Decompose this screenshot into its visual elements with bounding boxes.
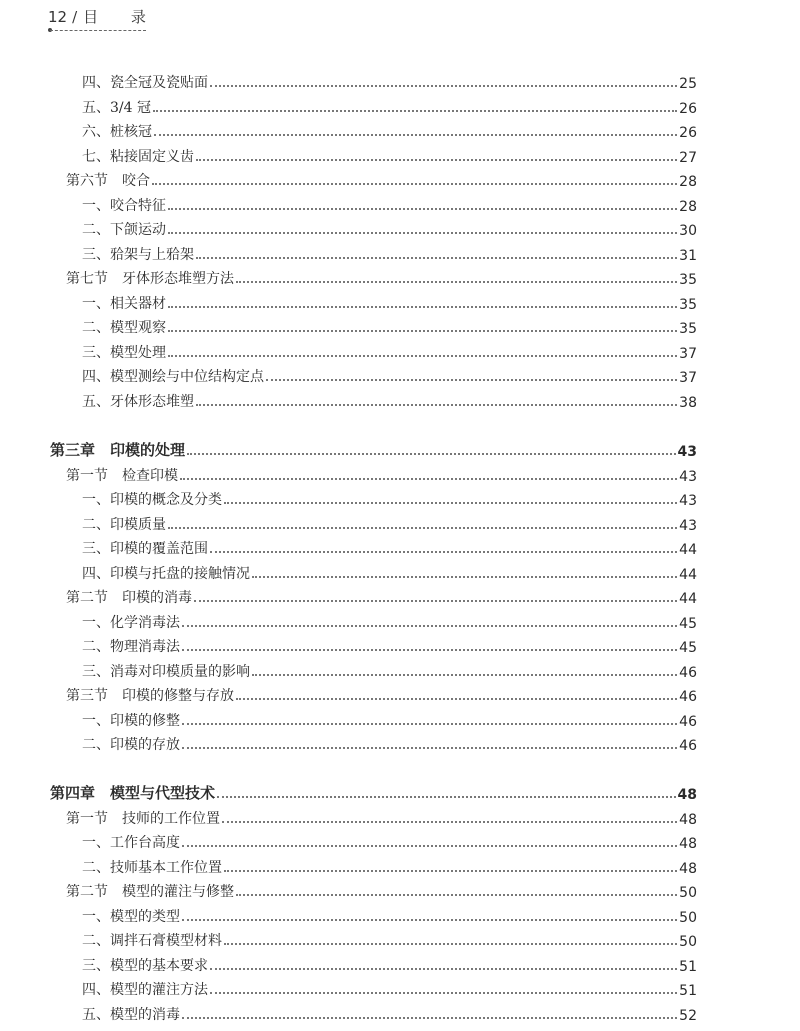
toc-entry-page: 50: [679, 885, 697, 901]
dot-leader: [168, 232, 677, 234]
dot-leader: [168, 330, 677, 332]
toc-entry-page: 27: [679, 150, 697, 166]
dot-leader: [224, 502, 677, 504]
toc-entry-item: [82, 191, 697, 215]
dot-leader: [182, 747, 677, 749]
toc-entry-title: 三、模型处理: [82, 345, 166, 361]
toc-entry-title: 第三章 印模的处理: [50, 441, 186, 459]
toc-entry-page: 50: [679, 910, 697, 926]
toc-entry-item: [82, 68, 697, 92]
dot-leader: [210, 85, 677, 87]
toc-entry-page: 51: [679, 959, 697, 975]
toc-entry-title: 第六节 咬合: [66, 173, 150, 189]
toc-entry-section: [66, 877, 697, 901]
toc-entry-title: 第四章 模型与代型技术: [50, 784, 216, 802]
toc-entry-section: [66, 461, 697, 485]
toc-entry-item: [82, 706, 697, 730]
dot-leader: [182, 723, 677, 725]
toc-entry-page: 44: [679, 567, 697, 583]
toc-entry-item: [82, 1000, 697, 1024]
toc-entry-item: [82, 313, 697, 337]
toc-entry-item: [82, 657, 697, 681]
toc-entry-item: [82, 730, 697, 754]
toc-entry-page: 43: [677, 444, 697, 460]
toc-entry-title: 一、相关器材: [82, 296, 166, 312]
toc-entry-page: 45: [679, 640, 697, 656]
toc-entry-section: [66, 166, 697, 190]
toc-entry-item: [82, 926, 697, 950]
dot-leader: [236, 281, 677, 283]
dot-leader: [168, 527, 677, 529]
toc-entry-title: 七、粘接固定义齿: [82, 149, 194, 165]
toc-entry-page: 38: [679, 395, 697, 411]
dot-leader: [224, 870, 677, 872]
toc-entry-title: 二、印模的存放: [82, 737, 180, 753]
toc-entry-page: 46: [679, 665, 697, 681]
toc-entry-title: 五、模型的消毒: [82, 1007, 180, 1023]
toc-entry-item: [82, 117, 697, 141]
toc-entry-page: 48: [679, 861, 697, 877]
dot-leader: [153, 110, 677, 112]
toc-entry-page: 44: [679, 542, 697, 558]
dot-leader: [182, 919, 677, 921]
toc-entry-item: [82, 240, 697, 264]
toc-entry-title: 四、模型的灌注方法: [82, 982, 208, 998]
toc-entry-page: 37: [679, 370, 697, 386]
running-header: [48, 6, 160, 36]
toc-entry-title: 一、咬合特征: [82, 198, 166, 214]
toc-entry-item: [82, 559, 697, 583]
toc-entry-title: 四、印模与托盘的接触情况: [82, 566, 250, 582]
dot-leader: [196, 257, 677, 259]
dot-leader: [182, 845, 677, 847]
toc-entry-title: 五、牙体形态堆塑: [82, 394, 194, 410]
page-number: 12: [48, 8, 68, 26]
toc-entry-title: 五、3/4 冠: [82, 100, 151, 116]
dot-leader: [182, 649, 677, 651]
toc-entry-title: 一、印模的修整: [82, 713, 180, 729]
toc-entry-item: [82, 902, 697, 926]
toc-entry-item: [82, 828, 697, 852]
dot-leader: [196, 159, 677, 161]
toc-entry-item: [82, 289, 697, 313]
dot-leader: [266, 379, 677, 381]
toc-entry-item: [82, 215, 697, 239]
toc-entry-page: 52: [679, 1008, 697, 1024]
toc-entry-title: 第一节 技师的工作位置: [66, 811, 220, 827]
toc-entry-page: 25: [679, 76, 697, 92]
dot-leader: [182, 1017, 677, 1019]
dot-leader: [252, 674, 677, 676]
toc-entry-page: 46: [679, 738, 697, 754]
toc-entry-item: [82, 485, 697, 509]
toc-entry-title: 二、调拌石膏模型材料: [82, 933, 222, 949]
toc-entry-page: 43: [679, 469, 697, 485]
toc-entry-page: 30: [679, 223, 697, 239]
toc-entry-chapter: [50, 779, 697, 803]
toc-entry-page: 50: [679, 934, 697, 950]
dot-leader: [182, 625, 677, 627]
toc-entry-title: 第七节 牙体形态堆塑方法: [66, 271, 234, 287]
dot-leader: [168, 306, 677, 308]
toc-entry-page: 28: [679, 174, 697, 190]
toc-entry-item: [82, 387, 697, 411]
toc-entry-page: 26: [679, 101, 697, 117]
header-rule: [50, 30, 146, 31]
dot-leader: [194, 600, 677, 602]
toc-entry-page: 35: [679, 272, 697, 288]
toc-entry-item: [82, 510, 697, 534]
toc-entry-item: [82, 93, 697, 117]
toc-entry-item: [82, 338, 697, 362]
toc-entry-section: [66, 264, 697, 288]
toc-entry-title: 三、模型的基本要求: [82, 958, 208, 974]
toc-entry-item: [82, 951, 697, 975]
toc-entry-page: 46: [679, 714, 697, 730]
toc-entry-title: 三、𬌗架与上𬌗架: [82, 247, 194, 263]
toc-entry-title: 一、工作台高度: [82, 835, 180, 851]
dot-leader: [168, 208, 677, 210]
toc-entry-title: 四、模型测绘与中位结构定点: [82, 369, 264, 385]
dot-leader: [180, 478, 677, 480]
dot-leader: [210, 992, 677, 994]
toc-entry-page: 46: [679, 689, 697, 705]
toc-entry-title: 一、化学消毒法: [82, 615, 180, 631]
toc-entry-item: [82, 608, 697, 632]
toc-entry-title: 第二节 印模的消毒: [66, 590, 192, 606]
header-title: 目 录: [83, 8, 160, 26]
toc-entry-title: 一、印模的概念及分类: [82, 492, 222, 508]
toc-entry-chapter: [50, 436, 697, 460]
toc-entry-title: 二、技师基本工作位置: [82, 860, 222, 876]
dot-leader: [252, 576, 677, 578]
toc-entry-item: [82, 853, 697, 877]
dot-leader: [187, 453, 676, 455]
toc-entry-section: [66, 583, 697, 607]
dot-leader: [236, 698, 677, 700]
toc-entry-title: 二、下颌运动: [82, 222, 166, 238]
toc-entry-page: 43: [679, 493, 697, 509]
toc-entry-title: 第三节 印模的修整与存放: [66, 688, 234, 704]
toc-entry-title: 一、模型的类型: [82, 909, 180, 925]
toc-entry-section: [66, 681, 697, 705]
toc-entry-page: 44: [679, 591, 697, 607]
toc-entry-page: 26: [679, 125, 697, 141]
toc-entry-title: 三、印模的覆盖范围: [82, 541, 208, 557]
toc-entry-page: 43: [679, 518, 697, 534]
toc-entry-title: 四、瓷全冠及瓷贴面: [82, 75, 208, 91]
toc-entry-page: 31: [679, 248, 697, 264]
toc-entry-title: 第二节 模型的灌注与修整: [66, 884, 234, 900]
dot-leader: [210, 551, 677, 553]
toc-entry-title: 二、印模质量: [82, 517, 166, 533]
toc-entry-page: 35: [679, 321, 697, 337]
toc-entry-item: [82, 632, 697, 656]
dot-leader: [210, 968, 677, 970]
toc-entry-title: 二、物理消毒法: [82, 639, 180, 655]
toc-entry-page: 37: [679, 346, 697, 362]
toc-entry-page: 48: [679, 812, 697, 828]
header-separator: /: [72, 8, 78, 26]
toc-entry-title: 第一节 检查印模: [66, 468, 178, 484]
dot-leader: [168, 355, 677, 357]
toc-entry-item: [82, 975, 697, 999]
toc-entry-page: 45: [679, 616, 697, 632]
toc-entry-item: [82, 142, 697, 166]
toc-entry-page: 48: [679, 836, 697, 852]
dot-leader: [196, 404, 677, 406]
toc-entry-title: 三、消毒对印模质量的影响: [82, 664, 250, 680]
toc-entry-item: [82, 534, 697, 558]
toc-entry-page: 48: [677, 787, 697, 803]
toc-entry-page: 28: [679, 199, 697, 215]
toc-entry-page: 35: [679, 297, 697, 313]
dot-leader: [222, 821, 677, 823]
toc-entry-section: [66, 804, 697, 828]
dot-leader: [224, 943, 677, 945]
dot-leader: [236, 894, 677, 896]
dot-leader: [152, 183, 677, 185]
toc-entry-page: 51: [679, 983, 697, 999]
dot-leader: [217, 796, 676, 798]
toc-entry-title: 二、模型观察: [82, 320, 166, 336]
toc-entry-item: [82, 362, 697, 386]
toc-entry-title: 六、桩核冠: [82, 124, 152, 140]
dot-leader: [154, 134, 677, 136]
